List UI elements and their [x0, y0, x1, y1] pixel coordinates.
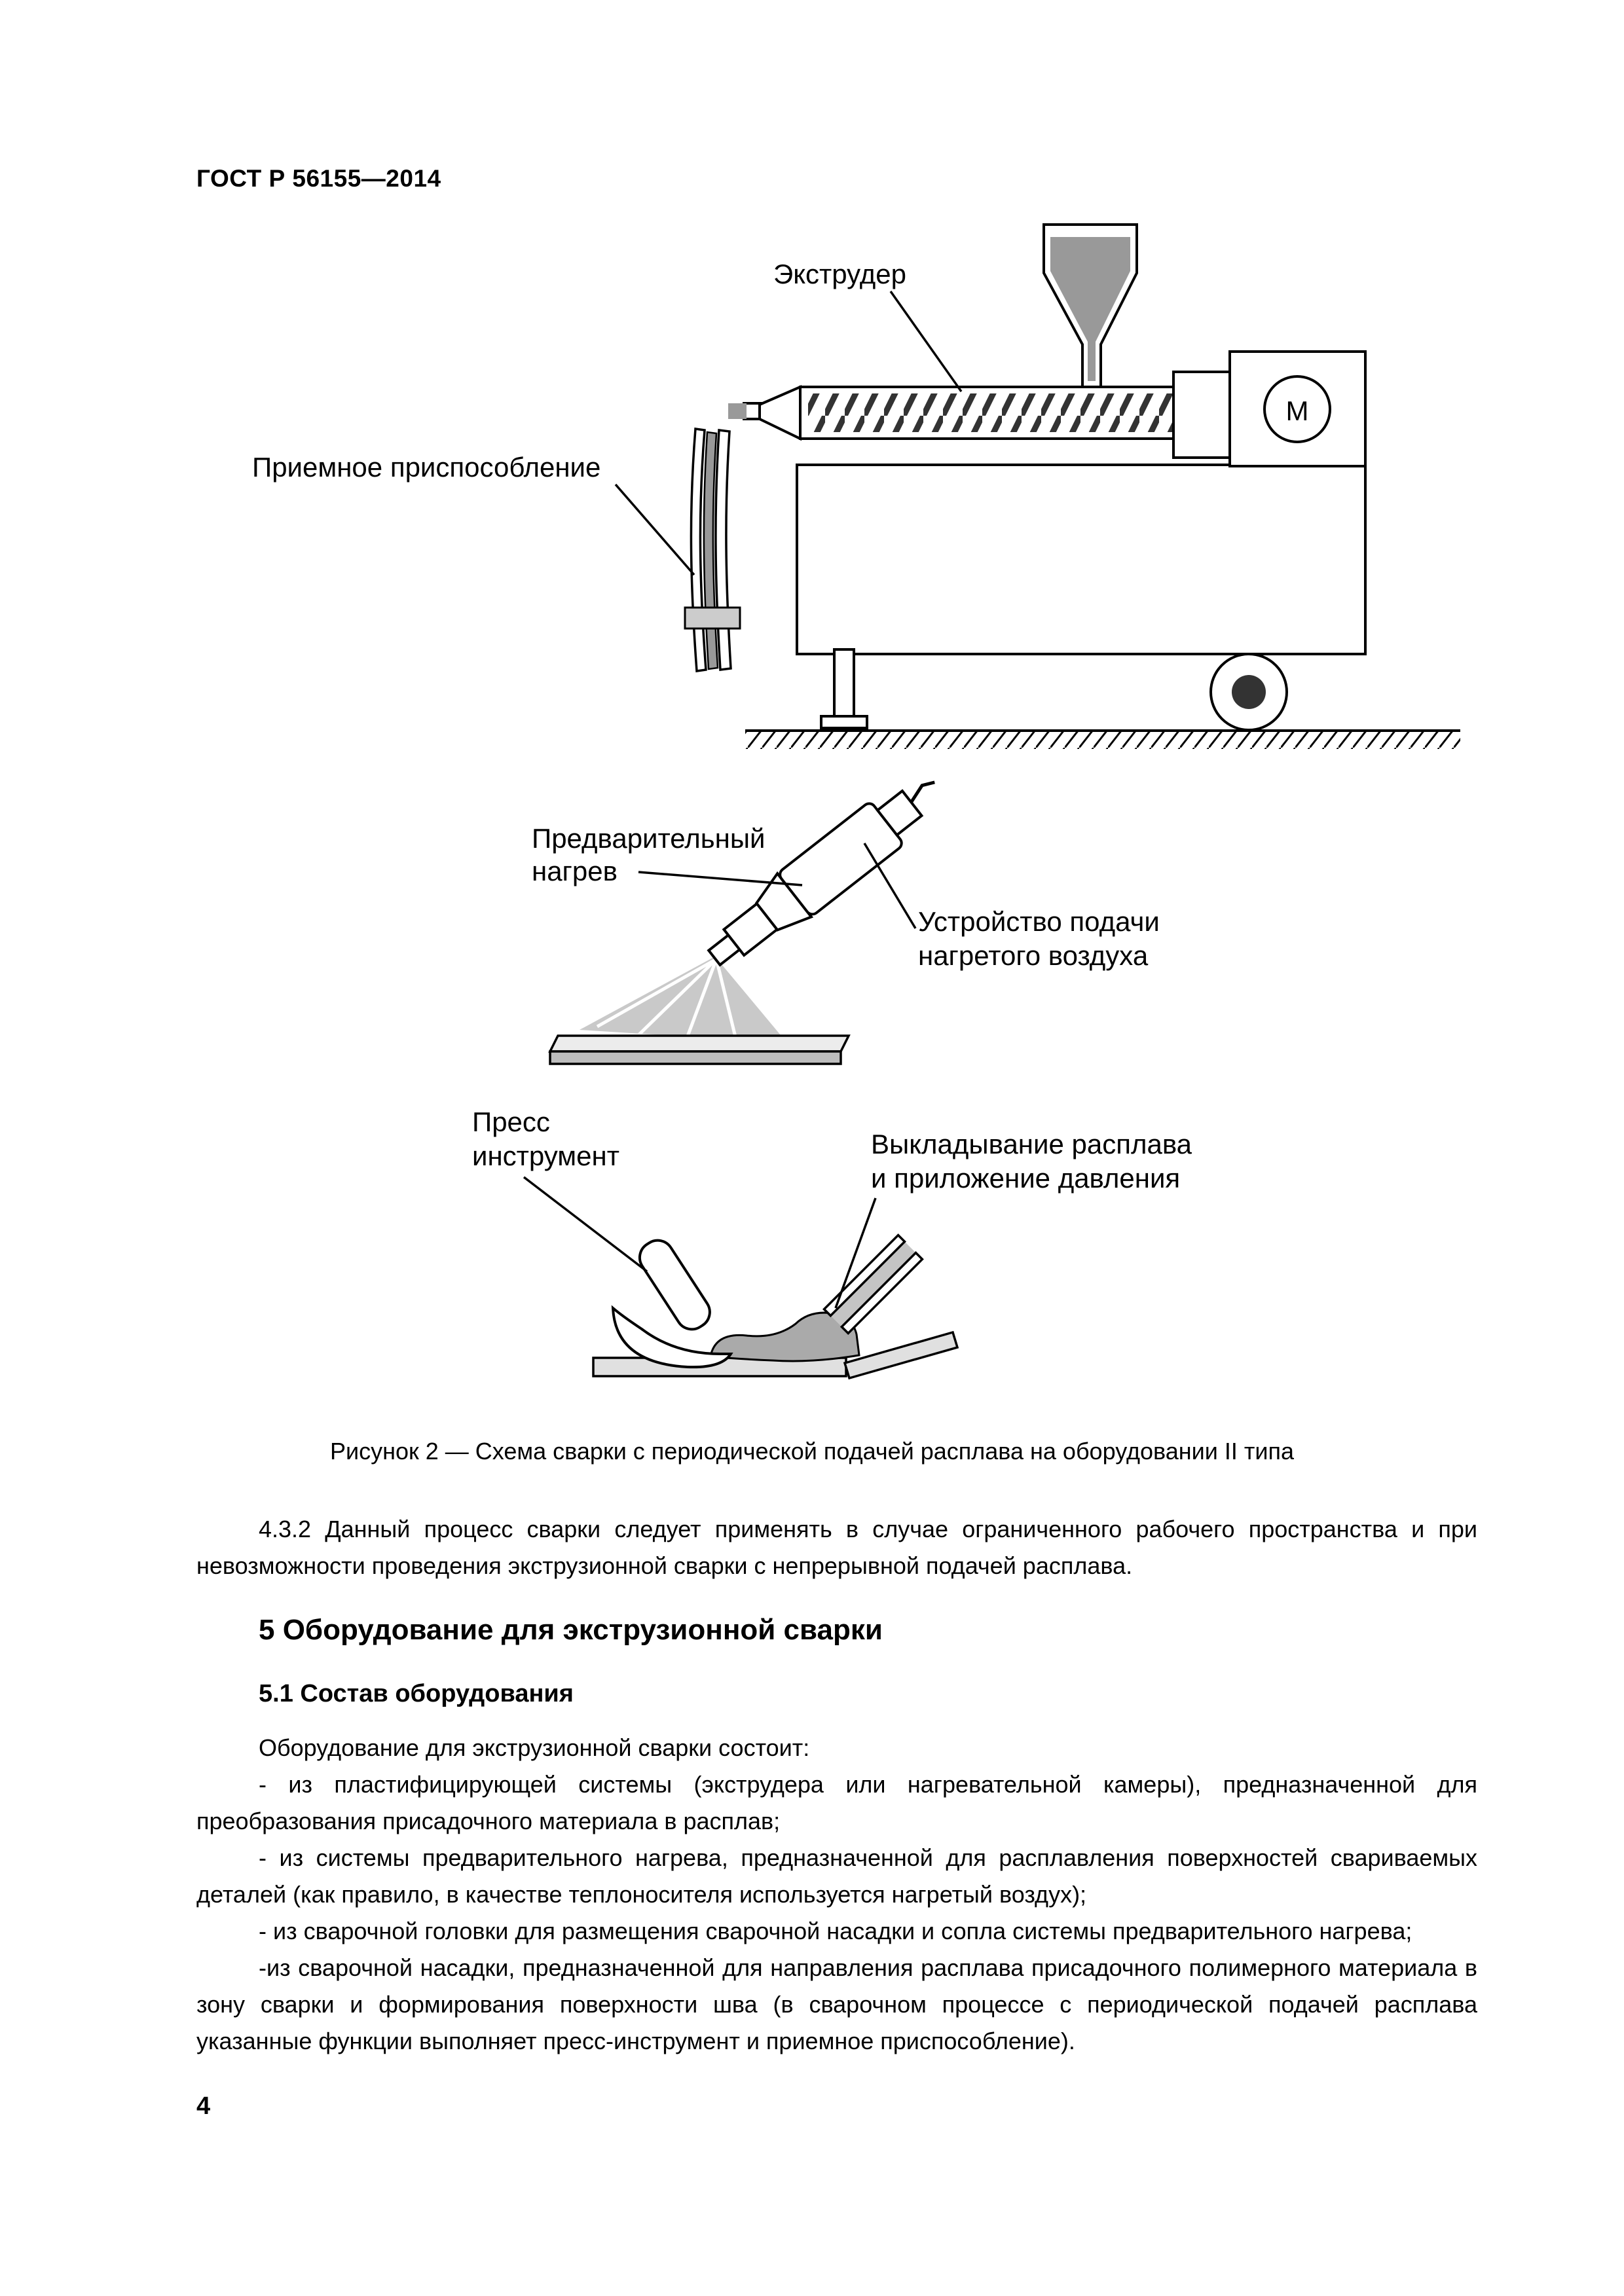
equipment-item-2: - из системы предварительного нагрева, предназначенной для расплавления поверхностей свариваемых деталей (как правило, в качестве теплоносителя используется нагретый воздух);: [196, 1844, 1477, 1908]
leader-extruder: [891, 291, 961, 392]
machine-wheel-hub: [1232, 675, 1266, 709]
label-press-line2: инструмент: [472, 1140, 619, 1171]
ground-hatch: [745, 731, 1460, 749]
equipment-item-4: -из сварочной насадки, предназначенной для направления расплава присадочного полимерного материала в зону сварки и формирования поверхности шва (в сварочном процессе с периодической подачей расплава указанные функции выполняет пресс-инструмент и приемное приспособление).: [196, 1954, 1477, 2054]
press-tool-handle: [634, 1234, 716, 1335]
body-text: [196, 1511, 1477, 2060]
label-air-line2: нагретого воздуха: [918, 940, 1149, 971]
paragraph-4-3-2: 4.3.2 Данный процесс сварки следует применять в случае ограниченного рабочего пространства и при невозможности проведения экструзионной сварки с непрерывной подачей расплава.: [196, 1516, 1477, 1579]
label-air-line1: Устройство подачи: [918, 906, 1160, 937]
label-press-line1: Пресс: [472, 1106, 550, 1137]
extruder-screw: [808, 393, 1173, 432]
gun-cord: [907, 778, 935, 803]
section-5-heading: 5 Оборудование для экструзионной сварки: [259, 1614, 883, 1646]
equipment-item-1: - из пластифицирующей системы (экструдера или нагревательной камеры), предназначенной для преобразования присадочного материала в расплав;: [196, 1771, 1477, 1834]
machine-leg: [834, 649, 854, 718]
extruder-machine: [744, 225, 1460, 749]
receiver-right-strip: [716, 430, 731, 670]
figure-caption: Рисунок 2 — Схема сварки с периодической подачей расплава на оборудовании II типа: [329, 1438, 1294, 1465]
label-receiver: Приемное приспособление: [252, 452, 601, 483]
leader-press: [524, 1177, 647, 1271]
leader-receiver: [616, 484, 694, 575]
receiving-device: [685, 403, 747, 671]
preheat-scene: [550, 763, 953, 1064]
preheat-plate-front: [550, 1051, 841, 1064]
machine-body: [797, 465, 1365, 654]
equipment-item-3: - из сварочной головки для размещения сварочной насадки и сопла системы предварительного нагрева;: [259, 1918, 1412, 1944]
melt-into-receiver: [728, 403, 747, 419]
motor-letter: М: [1285, 395, 1309, 426]
press-scene: [593, 1234, 957, 1378]
press-tool-handle-rect: [634, 1234, 716, 1335]
page-number: 4: [196, 2092, 211, 2120]
document-header: ГОСТ Р 56155—2014: [196, 165, 441, 192]
section-5-1-heading: 5.1 Состав оборудования: [259, 1680, 574, 1707]
extruder-nozzle-cone: [760, 387, 800, 439]
label-preheat-line2: нагрев: [532, 856, 618, 886]
preheat-plate-top: [550, 1036, 849, 1051]
motor-coupling: [1173, 372, 1230, 458]
label-melt-line2: и приложение давления: [871, 1163, 1181, 1194]
label-preheat-line1: Предварительный: [532, 823, 766, 854]
press-right-plate: [845, 1332, 957, 1378]
figure-2-diagram: [157, 216, 1473, 1435]
label-extruder: Экструдер: [773, 259, 906, 289]
hot-air-spray: [580, 957, 787, 1043]
receiver-base: [685, 608, 740, 629]
melt-feed-tube: [824, 1235, 922, 1334]
machine-foot: [821, 716, 867, 728]
hot-air-gun: [697, 763, 953, 979]
equipment-intro: Оборудование для экструзионной сварки состоит:: [259, 1734, 810, 1761]
label-melt-line1: Выкладывание расплава: [871, 1129, 1192, 1159]
